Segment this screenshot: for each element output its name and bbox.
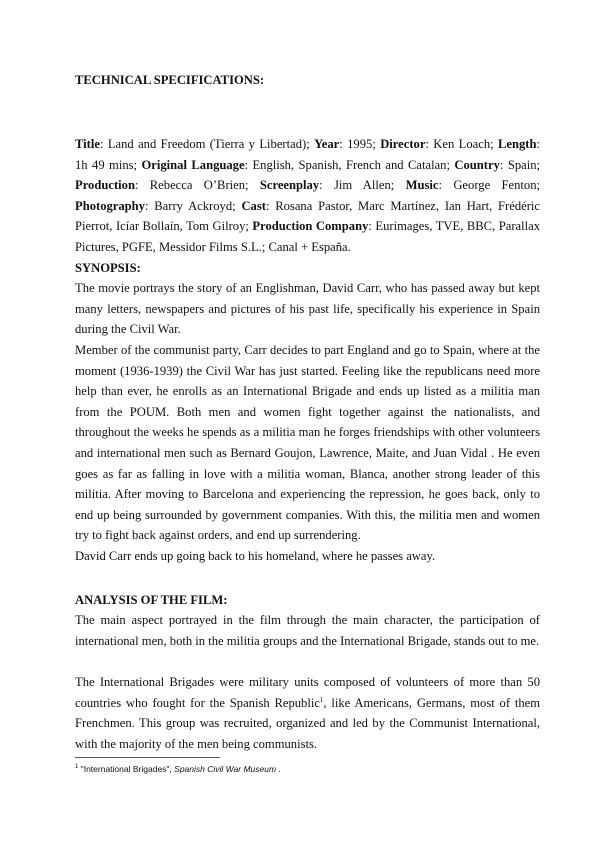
spec-value: : 1995;	[339, 137, 381, 151]
paragraph-text: , like Americans, Germans, most of them Frenchmen. This group was recruited, organized and led by the Communist International, with the majority of the men being communists.	[75, 695, 540, 751]
footnote-text: "International Brigades",	[78, 764, 175, 774]
footnote-ref[interactable]: 1	[319, 695, 324, 704]
analysis-paragraph-2	[75, 672, 540, 754]
footnote-number: 1	[75, 764, 79, 771]
spec-label: Original Language	[141, 157, 245, 172]
spec-value: : English, Spanish, French and Catalan;	[244, 157, 455, 172]
spec-value: : Land and Freedom (Tierra y Libertad);	[99, 137, 315, 151]
spec-label: Production	[75, 178, 135, 193]
spec-label: Cast	[241, 198, 266, 213]
paragraph-text: The International Brigades were military units composed of volunteers of more than 50 countries who fought for the Spanish Republic	[75, 675, 540, 710]
spec-label: Production Company	[252, 219, 369, 234]
spec-value: : 1h 49 mins;	[75, 137, 540, 172]
spec-value: : Eurimages, TVE, BBC, Parallax Pictures, PGFE, Messidor Films S.L.; Canal + España.	[75, 219, 541, 254]
spec-label: Music	[405, 178, 439, 193]
spec-label: Length	[498, 137, 537, 151]
spec-value: : Jim Allen;	[319, 178, 406, 193]
synopsis-heading: SYNOPSIS:	[75, 261, 141, 275]
spec-value: : George Fenton;	[438, 178, 540, 193]
spec-label: Title	[75, 137, 100, 151]
tech-specs	[75, 134, 540, 258]
spec-label: Country	[454, 157, 500, 172]
tech-heading: TECHNICAL SPECIFICATIONS:	[75, 73, 265, 87]
analysis-paragraph-1: The main aspect portrayed in the film through the main character, the participation of international men, both in the militia groups and the International Brigade, stands out to me.	[75, 613, 540, 648]
footnote	[75, 764, 281, 774]
spec-value: : Rosana Pastor, Marc Martínez, Ian Hart, Frédéric Pierrot, Icíar Bollaín, Tom Gilroy;	[75, 198, 540, 234]
spec-label: Photography	[75, 198, 145, 213]
footnote-end: .	[276, 764, 281, 774]
synopsis-paragraph-1: The movie portrays the story of an Englishman, David Carr, who has passed away but kept many letters, newspapers and pictures of his past life, specifically his experience in Spain during the Civil War.	[75, 281, 540, 337]
analysis-heading: ANALYSIS OF THE FILM:	[75, 593, 228, 607]
spec-value: : Barry Ackroyd;	[144, 198, 242, 213]
footnote-separator	[75, 757, 220, 758]
spec-label: Director	[380, 137, 426, 151]
spec-label: Year	[314, 137, 340, 151]
spec-value: : Spain;	[499, 157, 541, 172]
spec-value: : Ken Loach;	[425, 137, 498, 151]
spec-label: Screenplay	[259, 178, 320, 193]
spec-value: : Rebecca O’Brien;	[134, 178, 260, 193]
footnote-source: Spanish Civil War Museum	[174, 764, 277, 774]
synopsis-paragraph-3: David Carr ends up going back to his homeland, where he passes away.	[75, 549, 436, 563]
synopsis-paragraph-2: Member of the communist party, Carr decides to part England and go to Spain, where at the moment (1936-1939) the Civil War has just started. Feeling like the republicans need more help than ever, he enrolls as an International Brigade and ends up listed as a militia man from the POUM. Both men and women fight together against the nationalists, and throughout the weeks he spends as a militia man he forges friendships with other volunteers and international men such as Bernard Goujon, Lawrence, Maite, and Juan Vidal . He even goes as far as falling in love with a militia woman, Blanca, another strong leader of this militia. After moving to Barcelona and experiencing the repression, he goes back, only to end up being surrounded by government companies. With this, the militia men and women try to fight back against orders, and end up surrendering.	[75, 343, 540, 543]
